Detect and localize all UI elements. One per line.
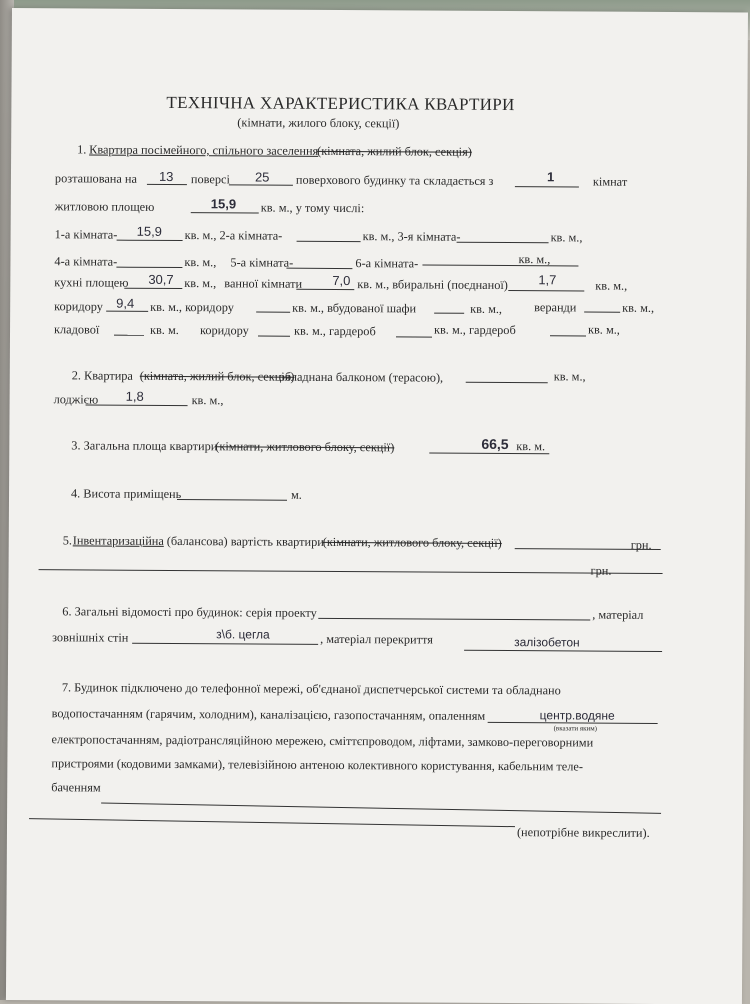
rooms-line xyxy=(515,186,579,187)
s7-line-c: електропостачанням, радіотрансляційною мережею, сміттєпроводом, ліфтами, замково-переговорними xyxy=(51,732,594,750)
floor-line xyxy=(147,184,187,185)
s7-line-b: водопостачанням (гарячим, холодним), каналізацією, газопостачанням, опаленням xyxy=(51,706,486,723)
project-series-line xyxy=(318,618,590,621)
bath-value: 7,0 xyxy=(332,272,351,289)
wc-line xyxy=(508,290,584,291)
s1-r7-d: кв. м., xyxy=(470,301,503,316)
heating-value: центр.водяне xyxy=(539,708,615,723)
ceiling-value: залізобетон xyxy=(514,635,580,650)
wardrobe-line xyxy=(434,313,464,314)
kitchen-line xyxy=(124,288,182,289)
s1-r3-b: кв. м., у тому числі: xyxy=(260,200,365,216)
veranda-line xyxy=(584,312,620,313)
s7-line-d: пристроями (кодовими замками), телевізійною антеною колективного користування, кабельним теле- xyxy=(51,756,584,774)
s3-a: 3. Загальна площа квартири xyxy=(71,438,218,454)
s4-a: 4. Висота приміщень xyxy=(70,486,182,502)
walls-line xyxy=(132,643,318,645)
s2-d: кв. м., xyxy=(553,369,586,384)
s6-d: , матеріал перекриття xyxy=(320,631,433,647)
s5-b: Інвентаризаційна xyxy=(72,533,164,548)
s1-r8-a: кладової xyxy=(53,322,100,337)
s1-r2-d: кімнат xyxy=(592,174,628,189)
height-line xyxy=(177,499,287,501)
s1-r5-a: 4-а кімната- xyxy=(54,254,118,269)
value-line-2 xyxy=(39,569,663,574)
living-value: 15,9 xyxy=(210,196,237,212)
s1-r6-d: кв. м., вбиральні (поєднаної) xyxy=(357,277,508,293)
s1-r7-a: коридору xyxy=(54,299,104,314)
s2-c: обладнана балконом (терасою), xyxy=(278,369,444,385)
s1-struck: (кімната, жилий блок, секція) xyxy=(317,143,472,159)
s1-r8-f: кв. м., xyxy=(588,322,620,337)
floors-total-value: 25 xyxy=(254,169,270,185)
loggia-value: 1,8 xyxy=(125,388,144,404)
s3-b: (кімнати, житлового блоку, секції) xyxy=(215,439,395,455)
wc-value: 1,7 xyxy=(538,272,557,288)
s1-r6-b: кв. м., xyxy=(184,276,217,291)
room2-line xyxy=(297,241,361,242)
s1-r6-a: кухні площею xyxy=(54,275,129,290)
living-line xyxy=(191,212,259,213)
s2-f: кв. м., xyxy=(191,393,224,408)
storage-line xyxy=(114,335,144,336)
garderob1-line xyxy=(396,336,432,337)
corridor2-line xyxy=(256,311,290,312)
s1-r7-b: кв. м., коридору xyxy=(150,299,234,315)
s1-r3-label: житловою площею xyxy=(54,199,155,214)
s1-r4-d: кв. м., xyxy=(550,230,583,245)
s1-heading: Квартира посімейного, спільного заселення xyxy=(89,142,319,158)
s5-f: грн. xyxy=(590,563,612,578)
s5-d: (кімнати, житлового блоку, секції) xyxy=(322,534,502,551)
s1-r6-e: кв. м., xyxy=(595,278,628,293)
corridor-value: 9,4 xyxy=(116,295,135,311)
s2-a: 2. Квартира xyxy=(71,368,133,383)
s6-b: , матеріал xyxy=(592,607,644,622)
room1-value: 15,9 xyxy=(136,223,162,239)
cable-tv-line xyxy=(101,803,661,814)
s6-c: зовнішніх стін xyxy=(52,630,129,645)
kitchen-value: 30,7 xyxy=(148,271,174,287)
s1-number: 1. xyxy=(77,142,87,157)
s1-r5-b: кв. м., xyxy=(184,255,217,270)
s1-r4-a: 1-а кімната- xyxy=(54,227,118,242)
bottom-line xyxy=(29,818,515,827)
s1-r2-label: розташована на xyxy=(54,171,138,186)
floor-value: 13 xyxy=(158,168,174,184)
s1-r5-e: кв. м., xyxy=(518,252,551,267)
s1-r4-c: кв. м., 3-я кімната- xyxy=(362,229,461,244)
s7-line-a: 7. Будинок підключено до телефонної мережі, об'єднаної диспетчерської системи та обладнано xyxy=(61,680,561,698)
room3-line xyxy=(457,242,549,244)
s1-r7-f: кв. м., xyxy=(622,300,655,315)
s1-r4-b: кв. м., 2-а кімната- xyxy=(184,228,283,243)
s2-b: (кімната, жилий блок, секція) xyxy=(139,368,295,384)
room5-line xyxy=(286,268,352,269)
loggia-line xyxy=(86,404,188,406)
s6-a: 6. Загальні відомості про будинок: серія проекту xyxy=(62,604,317,620)
page-subtitle: (кімнати, жилого блоку, секції) xyxy=(237,115,400,131)
corridor-line xyxy=(106,311,148,312)
s5-a: 5. xyxy=(62,533,73,548)
bath-line xyxy=(296,289,354,290)
garderob2-line xyxy=(550,335,586,336)
s3-c: кв. м. xyxy=(516,439,546,454)
heating-note: (вказати яким) xyxy=(553,724,598,733)
s1-r5-c: 5-а кімната- xyxy=(230,255,294,270)
s4-b: м. xyxy=(290,487,302,502)
s1-r8-d: кв. м., гардероб xyxy=(293,323,376,339)
page-title: ТЕХНІЧНА ХАРАКТЕРИСТИКА КВАРТИРИ xyxy=(166,92,515,115)
document-page xyxy=(6,8,748,1004)
corridor3-line xyxy=(258,336,290,337)
s5-c: (балансова) вартість квартири xyxy=(166,533,324,549)
floors-total-line xyxy=(229,184,293,185)
s1-r8-b: кв. м. xyxy=(149,322,179,338)
rooms-value: 1 xyxy=(546,169,555,185)
s1-r7-e: веранди xyxy=(534,300,577,315)
s1-r7-c: кв. м., вбудованої шафи xyxy=(292,300,417,316)
s5-e: грн. xyxy=(630,537,652,552)
s7-line-f: (непотрібне викреслити). xyxy=(516,825,650,840)
room1-line xyxy=(117,240,183,241)
s1-r2-b: поверсі xyxy=(190,172,230,187)
room6-line xyxy=(422,265,578,267)
s1-r5-d: 6-а кімната- xyxy=(355,256,419,271)
s7-line-e: баченням xyxy=(51,780,101,795)
s1-r6-c: ванної кімнати xyxy=(224,276,303,291)
s1-r8-e: кв. м., гардероб xyxy=(434,322,516,338)
s1-r2-c: поверхового будинку та складається з xyxy=(295,172,494,188)
s1-r8-c: коридору xyxy=(199,323,249,338)
s2-e: лоджією xyxy=(53,392,99,407)
walls-value: з\б. цегла xyxy=(216,627,270,642)
ceiling-line xyxy=(464,650,662,652)
total-area-value: 66,5 xyxy=(481,435,509,453)
room4-line xyxy=(116,267,182,268)
balcony-line xyxy=(466,382,548,384)
